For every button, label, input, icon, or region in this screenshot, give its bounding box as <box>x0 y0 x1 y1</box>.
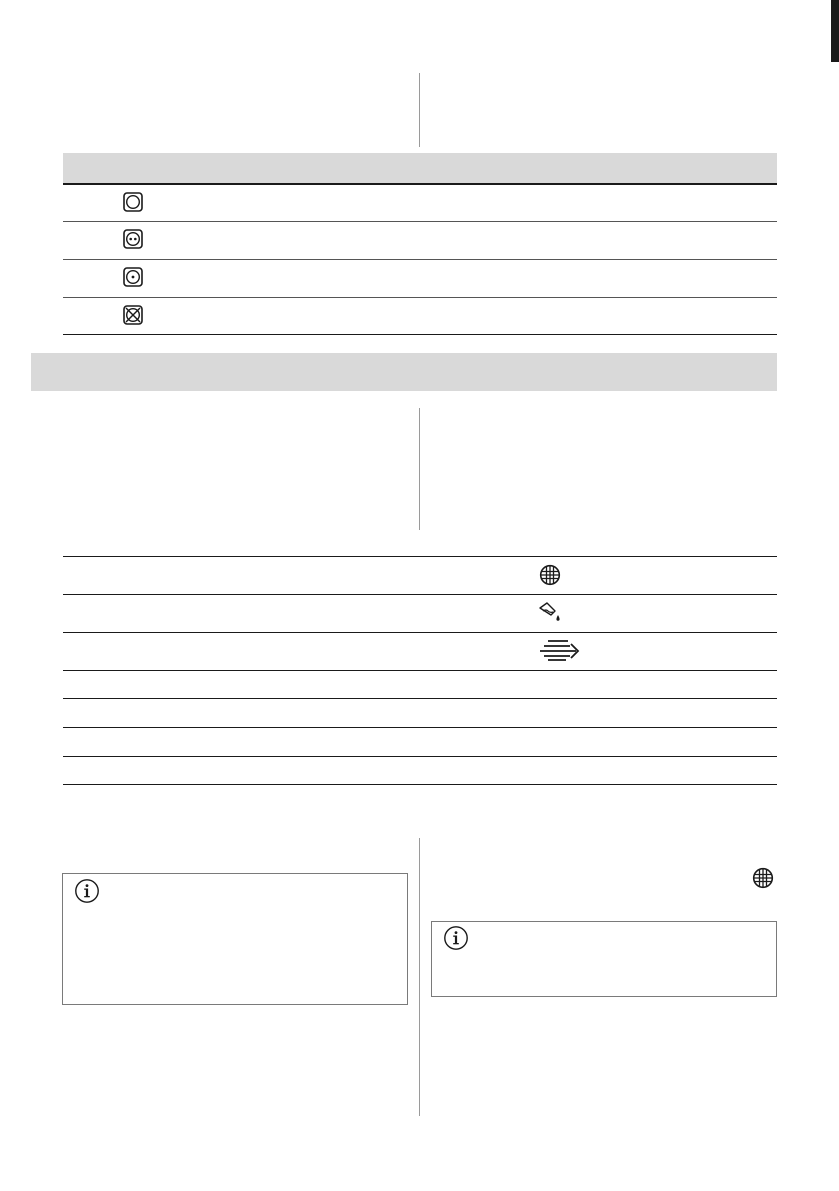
options-table-bottom-rule <box>63 784 777 785</box>
tumble-dry-two-dots-icon <box>123 229 143 249</box>
table-row-divider <box>63 594 777 595</box>
info-icon <box>443 925 469 951</box>
page-edge-marker <box>831 0 839 62</box>
table-row-divider <box>63 259 777 260</box>
pour-liquid-drop-icon <box>538 600 564 624</box>
steam-arrow-icon <box>538 638 582 662</box>
table-row-divider <box>63 632 777 633</box>
grid-globe-icon <box>539 564 561 586</box>
table-row-divider <box>63 221 777 222</box>
symbol-table-header <box>63 153 777 183</box>
do-not-tumble-dry-icon <box>123 305 143 325</box>
table-row-divider <box>63 670 777 671</box>
table-row-divider <box>63 297 777 298</box>
symbol-table-header-rule <box>63 183 777 185</box>
tumble-dry-one-dot-icon <box>123 267 143 287</box>
column-divider-middle <box>419 408 420 530</box>
section-heading-bar <box>31 353 777 391</box>
tumble-dry-circle-icon <box>123 192 143 212</box>
table-row-divider <box>63 756 777 757</box>
column-divider-top <box>419 73 420 147</box>
table-bottom-rule <box>63 334 777 335</box>
info-note-left <box>62 873 408 1005</box>
info-icon <box>74 878 100 904</box>
column-divider-bottom <box>419 838 420 1116</box>
grid-globe-icon <box>752 867 774 889</box>
table-row-divider <box>63 727 777 728</box>
options-table-top-rule <box>63 556 777 557</box>
table-row-divider <box>63 698 777 699</box>
info-note-right <box>431 921 777 997</box>
